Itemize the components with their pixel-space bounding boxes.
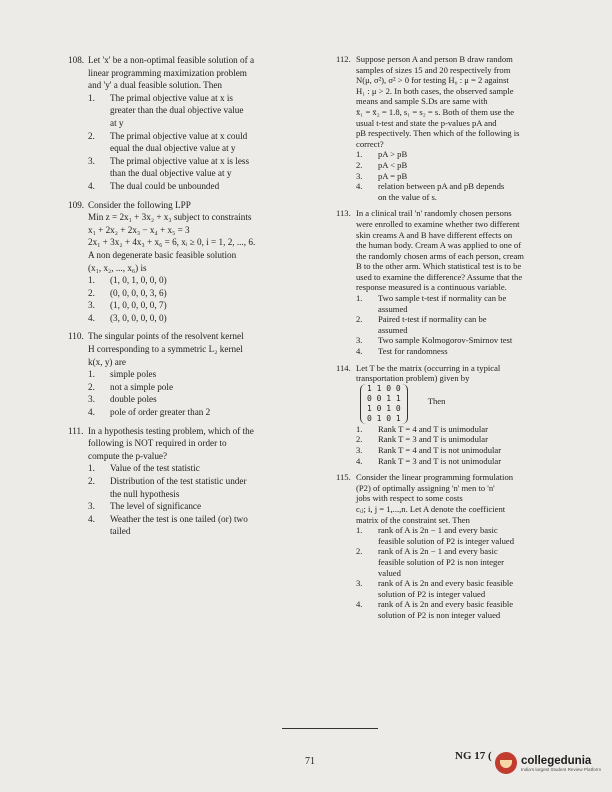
option-3 [88, 155, 304, 180]
option-number: 3. [356, 335, 363, 346]
option-number: 2. [356, 314, 363, 325]
option-2 [88, 475, 304, 500]
option-number: 1. [88, 92, 95, 103]
question-header [68, 199, 304, 275]
option-1 [356, 525, 580, 546]
option-text [378, 445, 580, 456]
question-text [356, 54, 580, 149]
option-line: pA = pB [378, 170, 408, 181]
option-text [110, 299, 304, 312]
question-header [336, 363, 580, 384]
question-number: 113. [336, 208, 351, 219]
question-line: skin creams A and B have different effects on [356, 229, 513, 240]
option-2 [88, 287, 304, 300]
question-113 [336, 208, 580, 356]
question-111 [68, 425, 304, 538]
question-line: In a clinical trail 'n' randomly chosen persons [356, 208, 512, 219]
option-number: 3. [88, 501, 95, 512]
option-line: The primal objective value at x is less [110, 155, 250, 166]
matrix-row: 0 1 0 1 [367, 413, 401, 423]
option-line: solution of P2 is integer valued [378, 588, 486, 599]
option-text [378, 525, 580, 546]
option-number: 2. [88, 476, 95, 486]
question-number: 109. [68, 199, 85, 210]
question-line: A non degenerate basic feasible solution [88, 249, 237, 260]
option-number: 1. [356, 525, 363, 536]
question-line: (x₁, x₂, ..., x₆) is [88, 262, 147, 273]
option-line: The primal objective value at x is [110, 92, 233, 103]
logo-tagline: India's largest Student Review Platform [521, 766, 602, 772]
option-number: 4. [88, 180, 95, 191]
option-line: feasible solution of P2 is non integer [378, 556, 505, 567]
option-3 [356, 578, 580, 599]
option-line: valued [378, 567, 401, 578]
option-4 [356, 346, 580, 357]
question-line: usual t-test and state the p-values pA and [356, 117, 497, 128]
question-line: matrix of the constraint set. Then [356, 514, 470, 525]
option-line: Value of the test statistic [110, 463, 200, 474]
option-line: pA > pB [378, 149, 408, 160]
question-line: jobs with respect to some costs [356, 493, 463, 504]
option-3 [356, 171, 580, 182]
question-text [88, 199, 304, 275]
option-line: Distribution of the test statistic under [110, 476, 247, 486]
option-text [378, 346, 580, 357]
option-line: greater than the dual objective value [110, 105, 244, 116]
option-number: 3. [356, 445, 363, 455]
option-line: relation between pA and pB depends [378, 181, 505, 192]
option-number: 4. [356, 455, 363, 466]
option-number: 1. [356, 149, 363, 160]
option-text [110, 155, 304, 180]
question-text [356, 208, 580, 293]
option-number: 1. [88, 275, 95, 286]
option-text [378, 434, 580, 445]
option-number: 2. [356, 159, 363, 170]
option-line: pole of order greater than 2 [110, 407, 211, 418]
left-column [68, 54, 304, 544]
question-text [88, 330, 304, 368]
option-text [378, 160, 580, 171]
option-line: solution of P2 is non integer valued [378, 609, 501, 620]
option-text [110, 287, 304, 300]
option-text [378, 171, 580, 182]
option-text [110, 475, 304, 500]
option-4 [88, 180, 304, 193]
option-number: 4. [356, 181, 363, 192]
option-line: Weather the test is one tailed (or) two [110, 513, 248, 524]
question-line: Consider the linear programming formulation [356, 472, 514, 483]
option-3 [356, 445, 580, 456]
question-header [336, 472, 580, 525]
question-112 [336, 54, 580, 202]
option-number: 2. [356, 434, 363, 445]
option-2 [88, 130, 304, 155]
question-text [88, 425, 304, 463]
option-line: Paired t-test if normality can be [378, 314, 487, 325]
option-line: Rank T = 3 and T is not unimodular [378, 455, 502, 466]
option-line: Test for randomness [378, 346, 448, 357]
question-line: B to the other arm. Which statistical test is to be [356, 261, 522, 272]
option-number: 2. [356, 546, 363, 557]
option-text [378, 456, 580, 467]
option-4 [88, 406, 304, 419]
option-2 [356, 314, 580, 335]
option-number: 2. [88, 287, 95, 298]
option-line: Rank T = 4 and T is unimodular [378, 423, 488, 434]
option-4 [88, 312, 304, 325]
option-number: 3. [88, 394, 95, 405]
option-number: 1. [88, 369, 95, 380]
option-line: Rank T = 4 and T is not unimodular [378, 445, 502, 455]
option-2 [356, 160, 580, 171]
paper-code: NG 17 ( [455, 750, 492, 762]
question-line: Let 'x' be a non-optimal feasible solution of a [88, 55, 255, 65]
option-4 [88, 513, 304, 538]
option-3 [88, 393, 304, 406]
option-text [378, 293, 580, 314]
option-number: 3. [88, 155, 95, 166]
option-line: double poles [110, 394, 157, 405]
question-text [356, 363, 580, 384]
question-line: and 'y' a dual feasible solution. Then [88, 80, 223, 91]
option-line: The dual could be unbounded [110, 180, 220, 191]
option-text [378, 335, 580, 346]
matrix-T [360, 384, 408, 424]
question-line: samples of sizes 15 and 20 respectively from [356, 64, 511, 75]
option-line: feasible solution of P2 is integer valued [378, 535, 515, 546]
option-line: the null hypothesis [110, 488, 180, 499]
option-number: 2. [88, 381, 95, 392]
option-line: Two sample Kolmogorov-Smirnov test [378, 335, 513, 346]
question-line: means and sample S.Ds are same with [356, 96, 488, 107]
question-114 [336, 363, 580, 467]
question-110 [68, 330, 304, 418]
question-line: Suppose person A and person B draw random [356, 54, 513, 64]
question-line: Min z = 2x₁ + 3x₂ + x₃ subject to constraints [88, 212, 252, 223]
option-4 [356, 599, 580, 620]
option-number: 2. [88, 130, 95, 141]
option-1 [356, 149, 580, 160]
option-4 [356, 181, 580, 202]
question-line: Consider the following LPP [88, 199, 191, 210]
option-line: The level of significance [110, 501, 202, 512]
matrix-then: Then [427, 395, 446, 406]
option-2 [356, 546, 580, 578]
option-4 [356, 456, 580, 467]
question-line: N(μ, σ²), σ² > 0 for testing H₀ : μ = 2 against [356, 75, 509, 86]
option-line: (3, 0, 0, 0, 0, 0) [110, 312, 167, 323]
question-header [68, 54, 304, 92]
question-line: correct? [356, 138, 384, 149]
question-line: were enrolled to examine whether two different [356, 218, 520, 229]
option-text [110, 274, 304, 287]
option-text [378, 149, 580, 160]
option-text [110, 393, 304, 406]
question-line: H corresponding to a symmetric L₂ kernel [88, 344, 243, 355]
option-number: 3. [88, 300, 95, 311]
logo-mascot-icon [495, 752, 517, 774]
question-line: following is NOT required in order to [88, 438, 227, 449]
option-number: 4. [356, 346, 363, 357]
question-line: the human body. Cream A was applied to one of [356, 240, 522, 251]
question-number: 108. [68, 55, 85, 65]
option-line: than the dual objective value at y [110, 168, 232, 179]
option-text [378, 314, 580, 335]
question-line: linear programming maximization problem [88, 67, 247, 78]
option-line: The primal objective value at x could [110, 130, 248, 141]
option-1 [356, 293, 580, 314]
option-text [110, 381, 304, 394]
option-line: Two sample t-test if normality can be [378, 293, 507, 304]
matrix-row: 1 0 1 0 [367, 403, 401, 413]
option-line: rank of A is 2n − 1 and every basic [378, 525, 498, 536]
option-text [110, 180, 304, 193]
option-text [110, 312, 304, 325]
option-line: assumed [378, 324, 408, 335]
option-number: 4. [88, 513, 95, 524]
option-line: equal the dual objective value at y [110, 143, 236, 154]
option-3 [356, 335, 580, 346]
option-line: tailed [110, 526, 131, 537]
option-2 [356, 434, 580, 445]
option-text [110, 130, 304, 155]
option-line: (1, 0, 1, 0, 0, 0) [110, 275, 167, 286]
question-109 [68, 199, 304, 325]
question-text [356, 472, 580, 525]
page-number: 71 [305, 756, 315, 767]
question-number: 111. [68, 425, 84, 436]
question-line: Let T be the matrix (occurring in a typical [356, 362, 501, 373]
option-3 [88, 500, 304, 513]
option-line: (1, 0, 0, 0, 0, 7) [110, 300, 167, 311]
option-line: not a simple pole [110, 381, 174, 392]
question-line: the randomly chosen arms of each person, cream [356, 250, 524, 261]
option-line: at y [110, 117, 124, 128]
option-1 [88, 368, 304, 381]
question-line: cᵢⱼ; i, j = 1,...,n. Let A denote the coefficient [356, 503, 506, 514]
option-line: Rank T = 3 and T is unimodular [378, 434, 488, 445]
option-text [378, 546, 580, 578]
question-line: H₁ : μ > 2. In both cases, the observed sample [356, 85, 514, 96]
option-line: on the value of s. [378, 191, 437, 202]
option-line: assumed [378, 303, 408, 314]
option-number: 4. [88, 312, 95, 323]
option-text [110, 406, 304, 419]
option-text [110, 500, 304, 513]
question-line: (P2) of optimally assigning 'n' men to 'n' [356, 482, 495, 493]
question-number: 115. [336, 472, 351, 483]
question-header [336, 208, 580, 293]
question-line: transportation problem) given by [356, 373, 470, 384]
collegedunia-logo [495, 742, 603, 784]
matrix-block [336, 384, 580, 424]
question-header [336, 54, 580, 149]
option-number: 3. [356, 578, 363, 589]
question-115 [336, 472, 580, 620]
question-108 [68, 54, 304, 193]
option-2 [88, 381, 304, 394]
question-line: x̄₁ = x̄₂ = 1.8, s₁ = s₂ = s. Both of them use the [356, 106, 515, 117]
option-text [110, 513, 304, 538]
option-number: 3. [356, 170, 363, 181]
option-text [378, 181, 580, 202]
question-number: 114. [336, 362, 351, 373]
option-text [110, 92, 304, 130]
question-number: 110. [68, 331, 84, 342]
option-text [378, 578, 580, 599]
logo-name: collegedunia [521, 754, 592, 767]
question-header [68, 425, 304, 463]
option-line: pA < pB [378, 159, 408, 170]
option-line: simple poles [110, 369, 157, 380]
right-column [336, 54, 580, 627]
question-line: x₁ + 2x₂ + 2x₃ − x₄ + x₅ = 3 [88, 224, 190, 235]
option-text [378, 599, 580, 620]
question-line: used to examine the difference? Assume that the [356, 271, 523, 282]
option-number: 1. [88, 463, 95, 474]
matrix-row: 0 0 1 1 [367, 393, 401, 403]
option-1 [88, 462, 304, 475]
question-line: pB respectively. Then which of the following is [356, 128, 520, 139]
question-line: compute the p-value? [88, 450, 168, 461]
option-3 [88, 299, 304, 312]
option-1 [356, 424, 580, 435]
question-line: The singular points of the resolvent kernel [88, 331, 244, 342]
option-text [110, 368, 304, 381]
question-line: response measured is a continuous variable. [356, 282, 507, 293]
question-line: k(x, y) are [88, 356, 127, 367]
question-line: In a hypothesis testing problem, which of the [88, 425, 254, 436]
option-1 [88, 274, 304, 287]
option-text [110, 462, 304, 475]
option-number: 1. [356, 423, 363, 434]
option-line: rank of A is 2n and every basic feasible [378, 578, 514, 589]
question-text [88, 54, 304, 92]
option-number: 4. [356, 599, 363, 610]
matrix-row: 1 1 0 0 [367, 383, 401, 393]
option-line: (0, 0, 0, 0, 3, 6) [110, 287, 167, 298]
option-text [378, 424, 580, 435]
option-number: 1. [356, 293, 363, 304]
question-line: 2x₁ + 3x₂ + 4x₃ + x₆ = 6, xᵢ ≥ 0, i = 1, 2, ..., 6. [88, 237, 256, 248]
option-number: 4. [88, 407, 95, 418]
question-number: 112. [336, 54, 351, 64]
question-header [68, 330, 304, 368]
option-1 [88, 92, 304, 130]
option-line: rank of A is 2n and every basic feasible [378, 599, 514, 610]
footer-divider [282, 728, 378, 729]
option-line: rank of A is 2n − 1 and every basic [378, 546, 498, 557]
